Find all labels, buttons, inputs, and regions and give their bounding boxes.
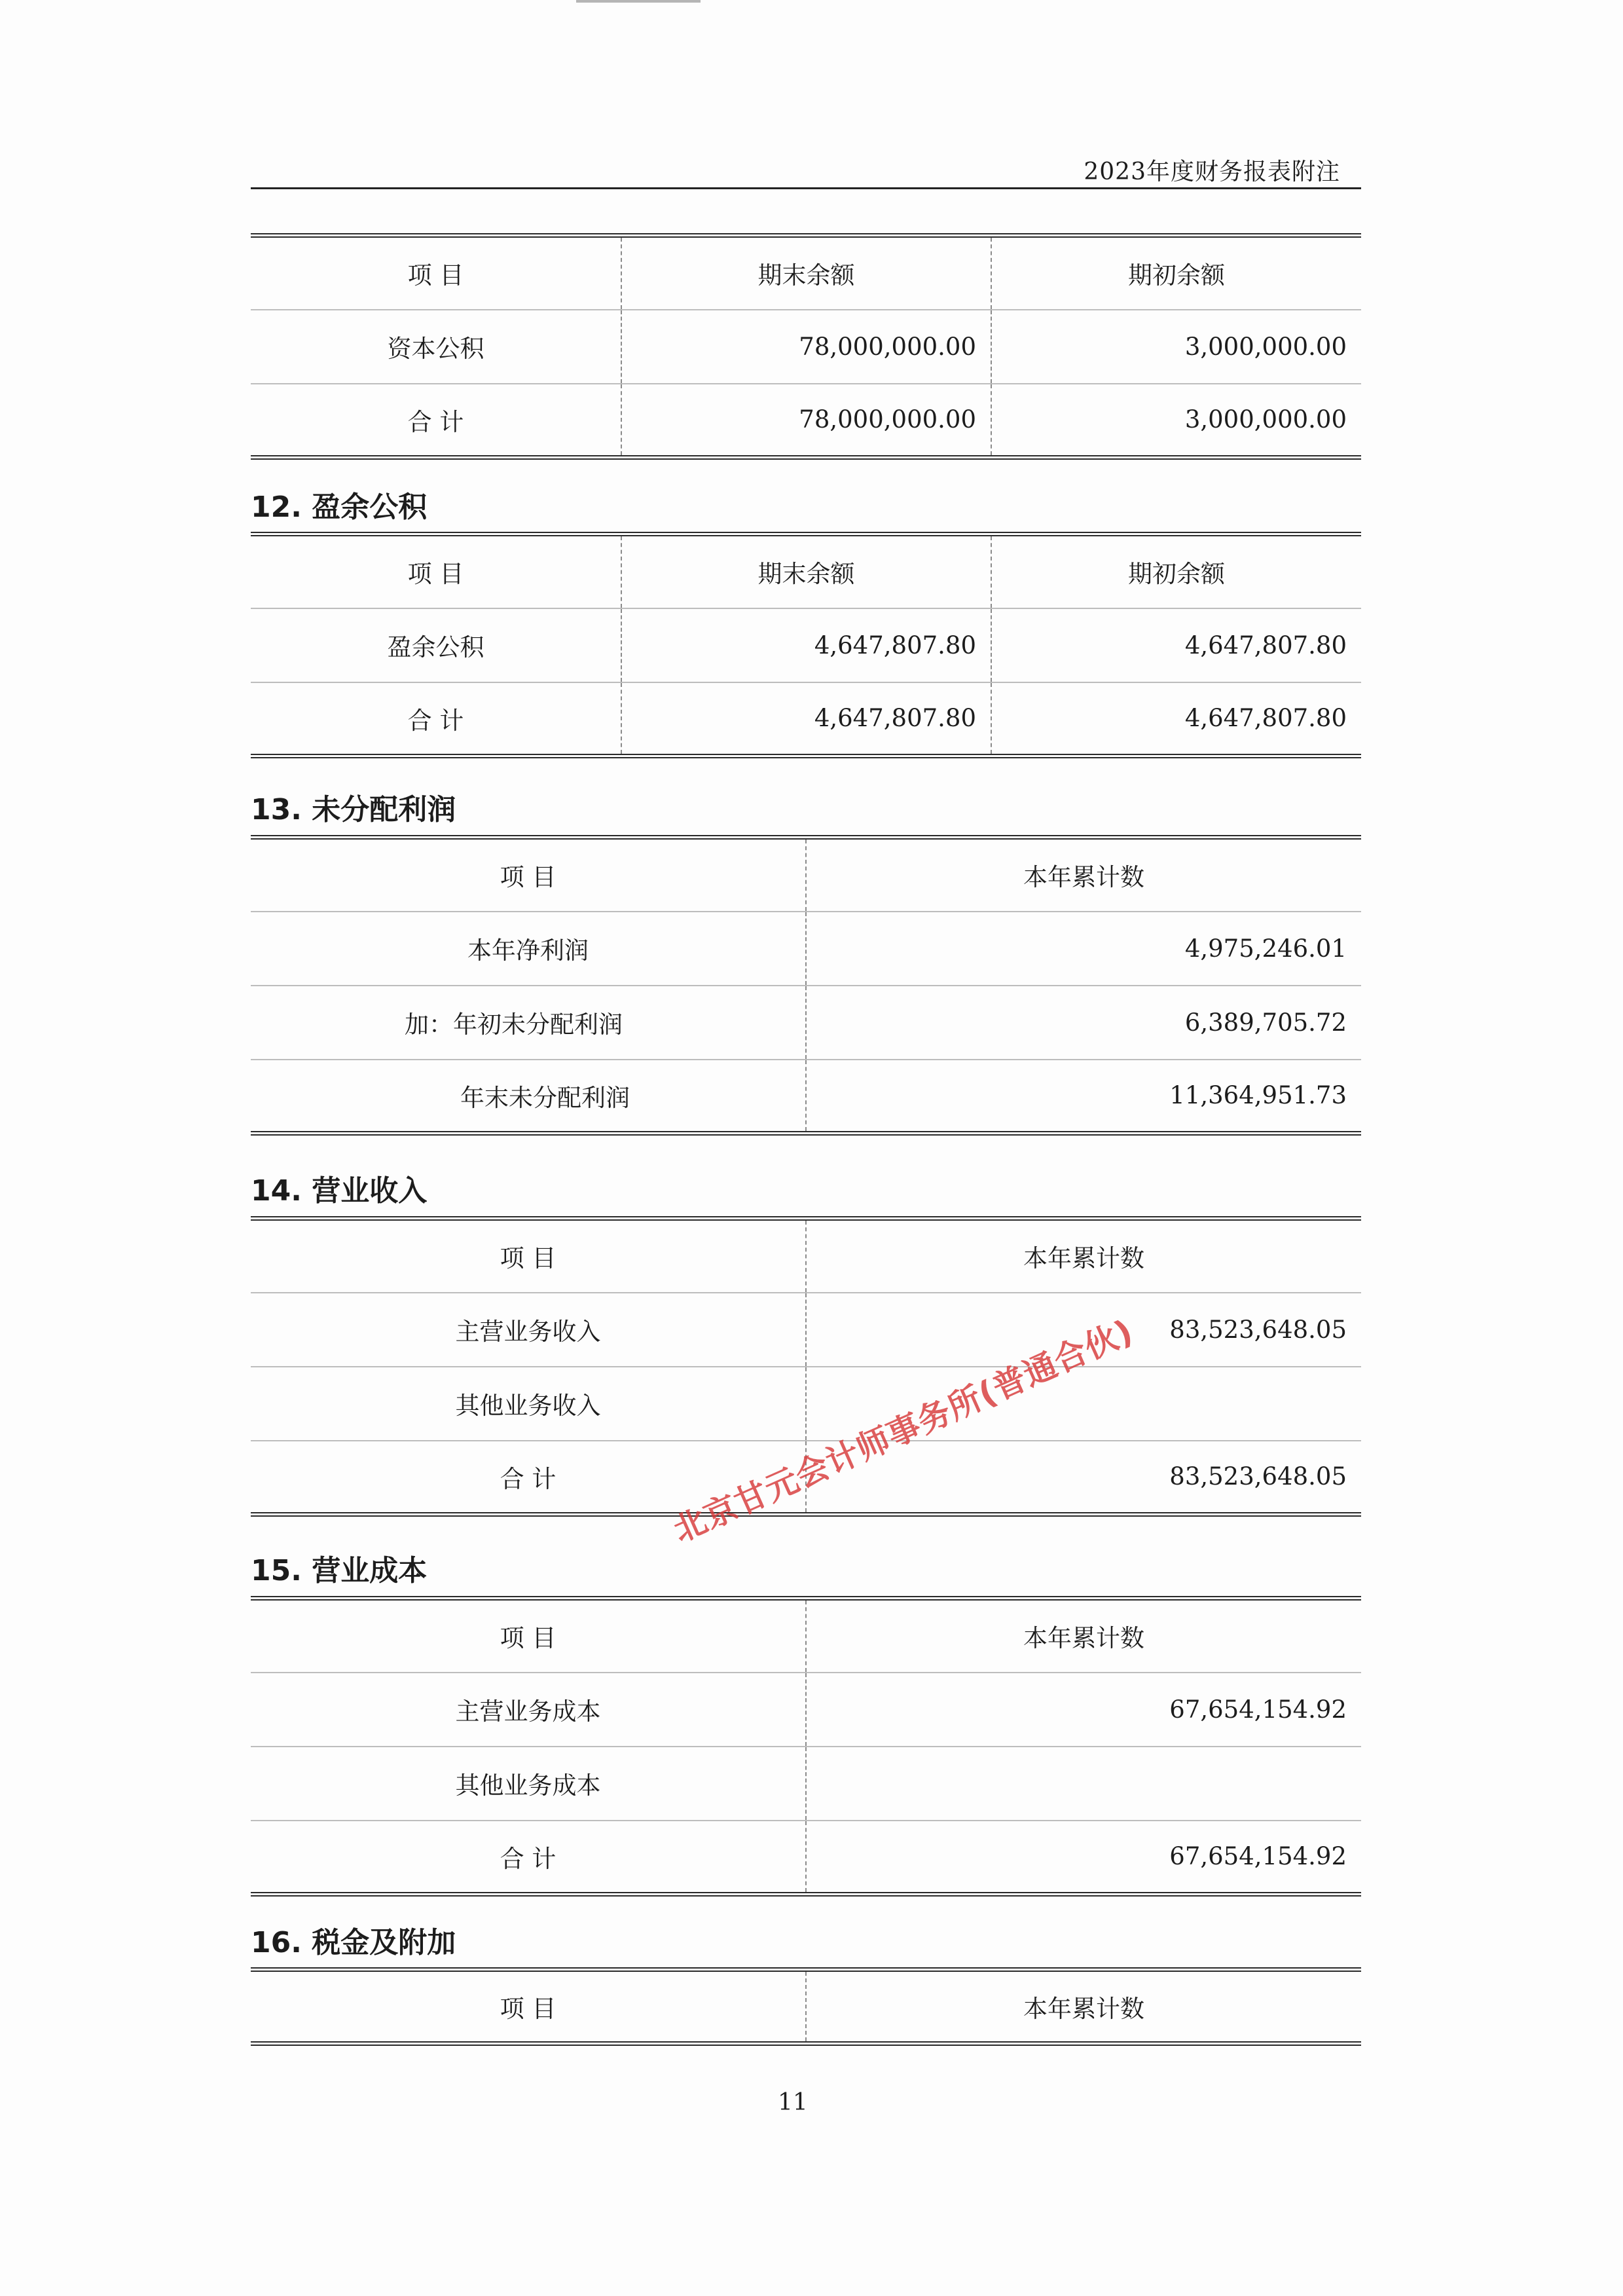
row-end-balance: 4,647,807.80 bbox=[621, 682, 991, 756]
table-row bbox=[251, 1747, 1361, 1821]
surplus-reserve-table bbox=[251, 532, 1361, 758]
table-row bbox=[251, 608, 1361, 682]
scan-edge-mark bbox=[576, 0, 701, 3]
row-item: 年末未分配利润 bbox=[251, 1060, 806, 1134]
row-value: 83,523,648.05 bbox=[806, 1441, 1361, 1515]
page-header-title: 2023年度财务报表附注 bbox=[1084, 158, 1340, 185]
table-row bbox=[251, 912, 1361, 986]
table-row bbox=[251, 1293, 1361, 1367]
table-row bbox=[251, 986, 1361, 1060]
operating-cost-table bbox=[251, 1596, 1361, 1897]
row-value: 83,523,648.05 bbox=[806, 1293, 1361, 1367]
undistributed-profit-table bbox=[251, 835, 1361, 1136]
row-item: 加：年初未分配利润 bbox=[251, 986, 806, 1060]
row-value bbox=[806, 1747, 1361, 1821]
section-title-13: 13. 未分配利润 bbox=[251, 793, 456, 826]
row-begin-balance: 4,647,807.80 bbox=[991, 608, 1361, 682]
page-number: 11 bbox=[778, 2089, 808, 2116]
table-header-row bbox=[251, 1970, 1361, 2044]
row-end-balance: 78,000,000.00 bbox=[621, 310, 991, 384]
header-end-balance: 期末余额 bbox=[621, 236, 991, 310]
row-item: 主营业务收入 bbox=[251, 1293, 806, 1367]
header-item: 项 目 bbox=[251, 534, 621, 608]
row-item: 其他业务收入 bbox=[251, 1367, 806, 1441]
header-rule bbox=[251, 187, 1361, 189]
table-header-row bbox=[251, 1219, 1361, 1293]
table-row bbox=[251, 1673, 1361, 1747]
header-item: 项 目 bbox=[251, 1599, 806, 1673]
row-item: 合 计 bbox=[251, 384, 621, 458]
table-total-row bbox=[251, 1821, 1361, 1895]
header-ytd: 本年累计数 bbox=[806, 1970, 1361, 2044]
row-item: 合 计 bbox=[251, 1821, 806, 1895]
table-header-row bbox=[251, 1599, 1361, 1673]
table-row bbox=[251, 1367, 1361, 1441]
table-header-row bbox=[251, 236, 1361, 310]
header-end-balance: 期末余额 bbox=[621, 534, 991, 608]
header-begin-balance: 期初余额 bbox=[991, 236, 1361, 310]
section-title-12: 12. 盈余公积 bbox=[251, 491, 428, 524]
section-title-14: 14. 营业收入 bbox=[251, 1174, 428, 1208]
row-value: 67,654,154.92 bbox=[806, 1821, 1361, 1895]
row-item: 本年净利润 bbox=[251, 912, 806, 986]
header-item: 项 目 bbox=[251, 236, 621, 310]
header-ytd: 本年累计数 bbox=[806, 1599, 1361, 1673]
row-item: 合 计 bbox=[251, 682, 621, 756]
row-item: 合 计 bbox=[251, 1441, 806, 1515]
row-begin-balance: 4,647,807.80 bbox=[991, 682, 1361, 756]
row-item: 资本公积 bbox=[251, 310, 621, 384]
table-header-row bbox=[251, 534, 1361, 608]
row-value: 67,654,154.92 bbox=[806, 1673, 1361, 1747]
taxes-surcharges-table bbox=[251, 1967, 1361, 2046]
header-item: 项 目 bbox=[251, 1219, 806, 1293]
auditor-seal-stamp: 北京甘元会计师事务所(普通合伙) bbox=[667, 1312, 1139, 1550]
row-item: 其他业务成本 bbox=[251, 1747, 806, 1821]
section-title-15: 15. 营业成本 bbox=[251, 1554, 428, 1587]
header-ytd: 本年累计数 bbox=[806, 1219, 1361, 1293]
row-item: 主营业务成本 bbox=[251, 1673, 806, 1747]
table-total-row bbox=[251, 1060, 1361, 1134]
header-ytd: 本年累计数 bbox=[806, 838, 1361, 912]
capital-reserve-table bbox=[251, 233, 1361, 460]
header-item: 项 目 bbox=[251, 838, 806, 912]
table-total-row bbox=[251, 384, 1361, 458]
header-begin-balance: 期初余额 bbox=[991, 534, 1361, 608]
row-begin-balance: 3,000,000.00 bbox=[991, 384, 1361, 458]
row-item: 盈余公积 bbox=[251, 608, 621, 682]
row-value: 6,389,705.72 bbox=[806, 986, 1361, 1060]
header-item: 项 目 bbox=[251, 1970, 806, 2044]
row-begin-balance: 3,000,000.00 bbox=[991, 310, 1361, 384]
section-title-16: 16. 税金及附加 bbox=[251, 1926, 456, 1959]
table-total-row bbox=[251, 682, 1361, 756]
row-end-balance: 78,000,000.00 bbox=[621, 384, 991, 458]
row-value: 11,364,951.73 bbox=[806, 1060, 1361, 1134]
table-header-row bbox=[251, 838, 1361, 912]
row-value: 4,975,246.01 bbox=[806, 912, 1361, 986]
row-end-balance: 4,647,807.80 bbox=[621, 608, 991, 682]
table-row bbox=[251, 310, 1361, 384]
